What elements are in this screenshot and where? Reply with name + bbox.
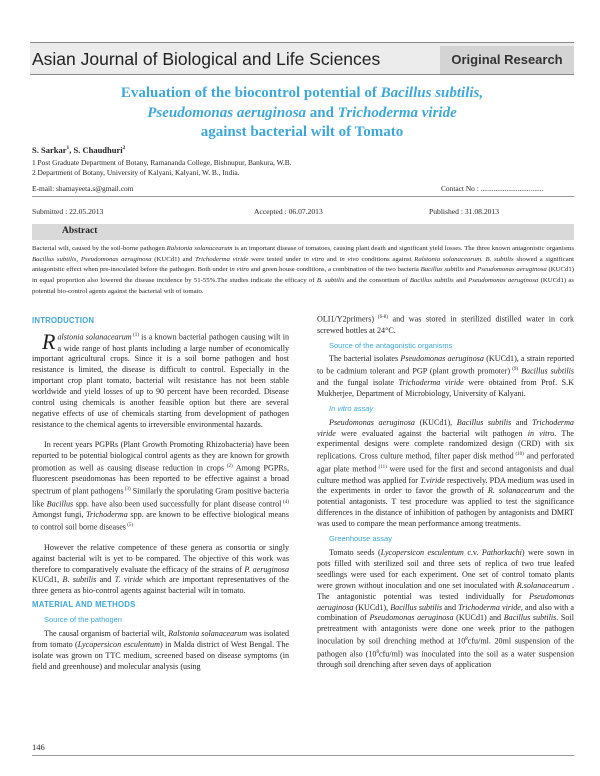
- in-vitro-assay-heading: In vitro assay: [329, 403, 374, 413]
- abstract-heading-bar: [32, 224, 574, 240]
- source-of-pathogen-heading: Source of the pathogen: [44, 615, 122, 625]
- source-of-antagonists-heading: Source of the antagonistic organisms: [329, 340, 453, 350]
- journal-name: Asian Journal of Biological and Life Sciences: [32, 49, 381, 69]
- methods-heading: MATERIAL AND METHODS: [32, 600, 136, 610]
- in-vitro-paragraph: Pseudomonas aeruginosa (KUCd1), Bacillus subtilis and Trichoderma viride were evaluated against the bacterial wilt pathogen in vitro. The experimental designs were complete randomized design (CRD) with six replications. Cross culture method, filter paper disk method $^{(10)}$ and perforated agar plate method $^{(11)}$ were used for the first and second antagonists and dual culture method was applied for T.viride respectively. PDA medium was used in the experiments in order to favor the growth of R. solanacearum and the potential antagonists. T test procedure was applied to test the significance differences in the distance of inhibition of pathogen by antagonists and DMRT was used to compare the mean performance among treatments.: [317, 417, 575, 529]
- greenhouse-paragraph: Tomato seeds (Lycopersicon esculentum c.v. Pathorkuchi) were sown in pots filled with sterilized soil and three sets of replica of two true leafed seedlings were used for each experiment. One set of control tomato plants were grown without inoculation and one set inoculated with R.solanacearum . The antagonistic potential was tested individually for Pseudomonas aeruginosa (KUCd1), Bacillus subtilis and Trichoderma viride, and also with a combination of Pseudomonas aeruginosa (KUCd1) and Bacillus subtilis. Soil pretreatment with antagonists were done one week prior to the pathogen inoculation by soil drenching method at $10^8cfu/ml$. 20ml suspension of the pathogen also $(10^8cfu/ml)$ was inoculated into the soil as a water suspension through soil drenching after seven days of application: [317, 547, 575, 670]
- abstract-heading: Abstract: [62, 226, 98, 236]
- affiliation-1: 1 Post Graduate Department of Botany, Ramananda College, Bishnupur, Bankura, W.B.: [32, 158, 292, 167]
- submitted-date: Submitted : 22.05.2013: [32, 207, 104, 216]
- intro-paragraph-2: In recent years PGPRs (Plant Growth Promoting Rhizobacteria) have been reported to be potential biological control agents as they are known for growth promotion as well as causing disease reduction in crops $^{(2)}$ Among PGPRs, fluorescent pseudomonas has been reported to be effective against a broad spectrum of plant pathogens $^{(3)}$ Similarly the sporulating Gram positive bacteria like Bacillus spp. have also been used successfully for plant disease control $^{(4)}$ Amongst fungi, Trichoderma spp. are known to be effective biological means to control soil borne diseases $^{(5)}$: [32, 439, 289, 532]
- affiliation-2: 2 Department of Botany, University of Kalyani, Kalyani, W. B., India.: [32, 168, 240, 177]
- article-title: Evaluation of the biocontrol potential of Bacillus subtilis, Pseudomonas aeruginosa and Trichoderma viride against bacterial wilt of Tomato: [120, 85, 484, 140]
- methods-paragraph-2: OLI1/Y2primers) $^{(6-8)}$ and was stored in sterilized distilled water in cork screwed bottles at 24°C.: [317, 314, 574, 335]
- article-type-badge: Original Research: [440, 46, 574, 74]
- divider: [32, 196, 574, 197]
- intro-paragraph-3: However the relative competence of these genera as consortia or singly against bacterial wilt is yet to be compared. The objective of this work was therefore to comparatively evaluate the efficacy of the strains of P. aeruginosa KUCd1, B. subtilis and T. viride which are important representatives of the three genera as bio-control agents against bacterial wilt in tomato.: [32, 542, 290, 596]
- left-column: [32, 313, 289, 676]
- journal-header: [30, 42, 574, 75]
- page-number: 146: [32, 742, 45, 752]
- antagonists-paragraph: The bacterial isolates Pseudomonas aeruginosa (KUCd1), a strain reported to be cadmium tolerant and PGP (plant growth promoter) $^{(9)}$ Bacillus subtilis and the fungal isolate Trichoderma viride were obtained from Prof. S.K Mukherjee, Department of Microbiology, University of Kalyani.: [317, 354, 574, 398]
- published-date: Published : 31.08.2013: [429, 207, 500, 216]
- greenhouse-assay-heading: Greenhouse assay: [329, 534, 392, 544]
- intro-paragraph-1: Ralstonia solanacearum $^{(1)}$ is a known bacterial pathogen causing wilt in a wide range of host plants including a large number of economically important agricultural crops. Since it is a soil borne pathogen and host resistance is limited, the disease is difficult to control. Especially in the important crop plant tomato, bacterial wilt resistance has not been stable worldwide and yield losses of up to 90 percent have been recorded. Disease control using chemicals is another feasible option but there are several negative effects of use of chemicals starting from development of pathogen resistance to the chemical agents to irreversible environmental hazards.: [32, 328, 289, 429]
- introduction-heading: INTRODUCTION: [32, 316, 95, 325]
- accepted-date: Accepted : 06.07.2013: [254, 207, 323, 216]
- contact-number: Contact No : ..................................: [441, 184, 544, 193]
- drop-cap: R: [42, 328, 56, 354]
- right-column: [317, 313, 574, 674]
- footer-divider: [32, 755, 574, 756]
- abstract-text: Bacterial wilt, caused by the soil-borne pathogen Ralstonia solanacearum is an important disease of tomatoes, causing plant death and significant yield losses. The three known antagonistic organisms Bacillus subtilis, Pseudomonas aeruginosa (KUCd1) and Trichoderma viride were tested under in vitro and in vivo conditions against Ralstonia solanacearum. B. subtilis showed a significant antagonistic effect when pre-inoculated before the pathogen. Both under in vitro and green house conditions, a combination of the two bacteria Bacillus subtilis and Pseudomonas aeruginosa (KUCd1) in equal proportion also lowered the disease incidence by 51-55%.The studies indicate the efficacy of B. subtilis and the consortium of Bacillus subtilis and Pseudomonas aeruginosa (KUCd1) as potential bio-control agents against the bacterial wilt of tomato.: [32, 245, 575, 295]
- methods-paragraph-1: The causal organism of bacterial wilt, Ralstonia solanacearum was isolated from tomato (Lycopersicon esculentum) in Malda district of West Bengal. The isolate was grown on TTC medium, screened based on disease symptoms (in field and greenhouse) and molecular analysis (using: [32, 629, 290, 671]
- author-list: S. Sarkar$^1$, S. Chaudhuri$^2$: [32, 145, 126, 155]
- author-email: E-mail: shamayeeta.s@gmail.com: [32, 184, 134, 193]
